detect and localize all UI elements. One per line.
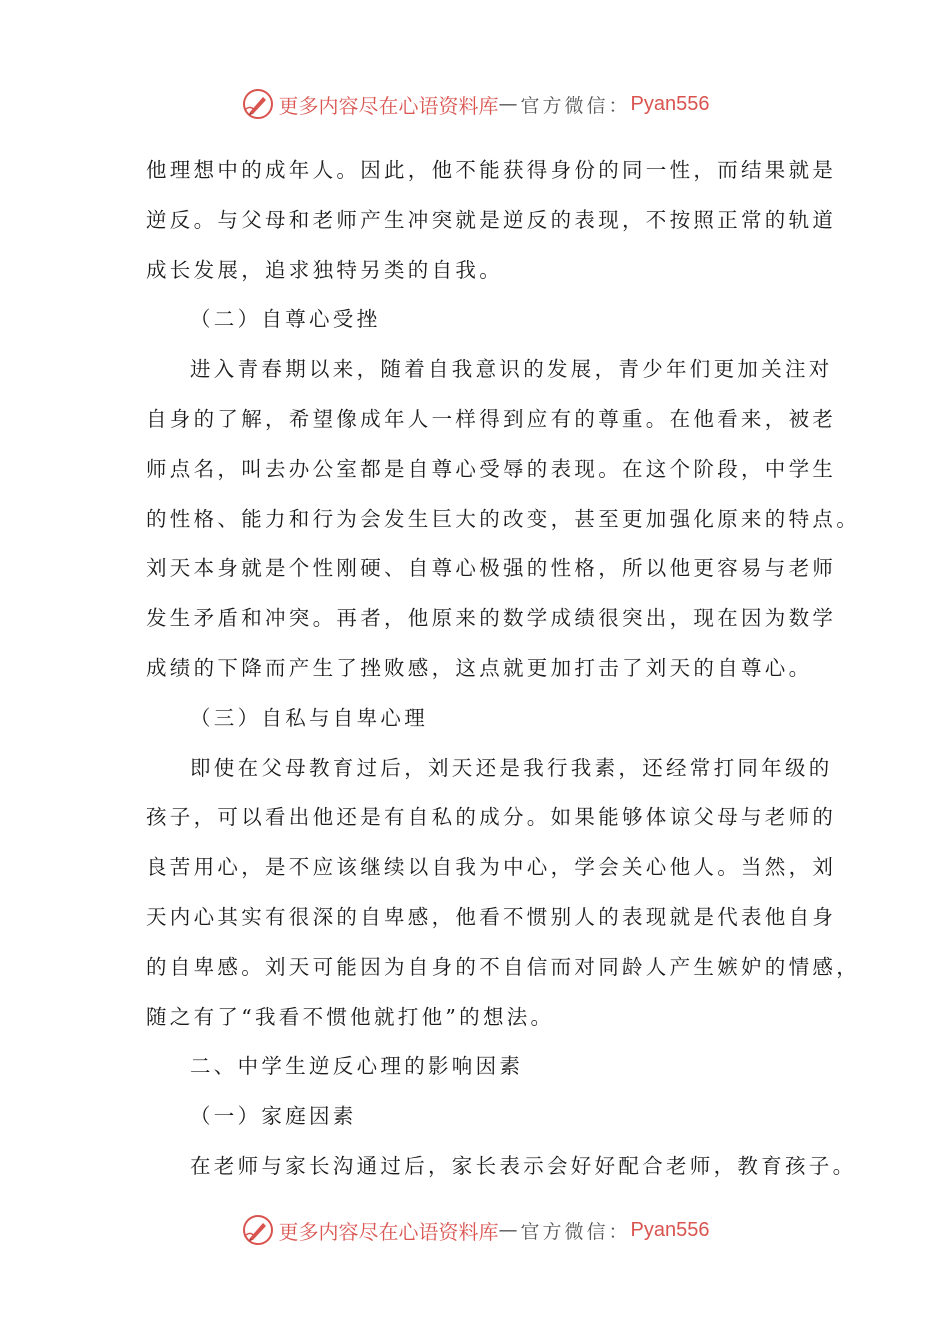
banner-brand-text: 更多内容尽在心语资料库: [278, 1219, 499, 1244]
banner-official-label: 官方微信：: [520, 94, 631, 117]
body-line: 的性格、能力和行为会发生巨大的改变，甚至更加强化原来的特点。: [146, 506, 860, 531]
banner-wechat-id: Pyan556: [630, 92, 710, 115]
banner-separator: —: [498, 93, 521, 115]
body-line: 发生矛盾和冲突。再者，他原来的数学成绩很突出，现在因为数学: [146, 606, 837, 631]
body-line: 成绩的下降而产生了挫败感，这点就更加打击了刘天的自尊心。: [146, 655, 813, 680]
body-line: 刘天本身就是个性刚硬、自尊心极强的性格，所以他更容易与老师: [146, 556, 837, 581]
body-line: 即使在父母教育过后，刘天还是我行我素，还经常打同年级的: [190, 755, 833, 780]
banner-official-label: 官方微信：: [520, 1220, 631, 1243]
banner-wechat-id: Pyan556: [630, 1218, 710, 1241]
pen-logo-icon: [241, 87, 275, 121]
body-line: 良苦用心，是不应该继续以自我为中心，学会关心他人。当然，刘: [146, 855, 837, 880]
body-line: 自身的了解，希望像成年人一样得到应有的尊重。在他看来，被老: [146, 406, 837, 431]
pen-logo-icon: [241, 1213, 275, 1247]
body-line: 孩子，可以看出他还是有自私的成分。如果能够体谅父母与老师的: [146, 805, 837, 830]
section-heading: （二）自尊心受挫: [190, 307, 381, 332]
section-heading: （一）家庭因素: [190, 1104, 357, 1129]
body-line: 在老师与家长沟通过后，家长表示会好好配合老师，教育孩子。: [190, 1153, 857, 1178]
body-line: 天内心其实有很深的自卑感，他看不惯别人的表现就是代表他自身: [146, 904, 837, 929]
header-banner: [0, 84, 950, 124]
body-line: 的自卑感。刘天可能因为自身的不自信而对同龄人产生嫉妒的情感，: [146, 954, 860, 979]
chapter-heading: 二、中学生逆反心理的影响因素: [190, 1054, 524, 1079]
document-body: [146, 146, 860, 1192]
footer-banner: [0, 1210, 950, 1250]
body-line: 进入青春期以来，随着自我意识的发展，青少年们更加关注对: [190, 357, 833, 382]
body-line: 成长发展，追求独特另类的自我。: [146, 257, 503, 282]
body-line: 师点名，叫去办公室都是自尊心受辱的表现。在这个阶段，中学生: [146, 456, 837, 481]
body-line: 他理想中的成年人。因此，他不能获得身份的同一性，而结果就是: [146, 158, 837, 182]
body-line: 逆反。与父母和老师产生冲突就是逆反的表现，不按照正常的轨道: [146, 207, 837, 232]
banner-separator: —: [498, 1219, 521, 1241]
section-heading: （三）自私与自卑心理: [190, 705, 428, 730]
banner-brand-text: 更多内容尽在心语资料库: [278, 93, 499, 118]
body-line: 随之有了“我看不惯他就打他”的想法。: [146, 1004, 555, 1029]
